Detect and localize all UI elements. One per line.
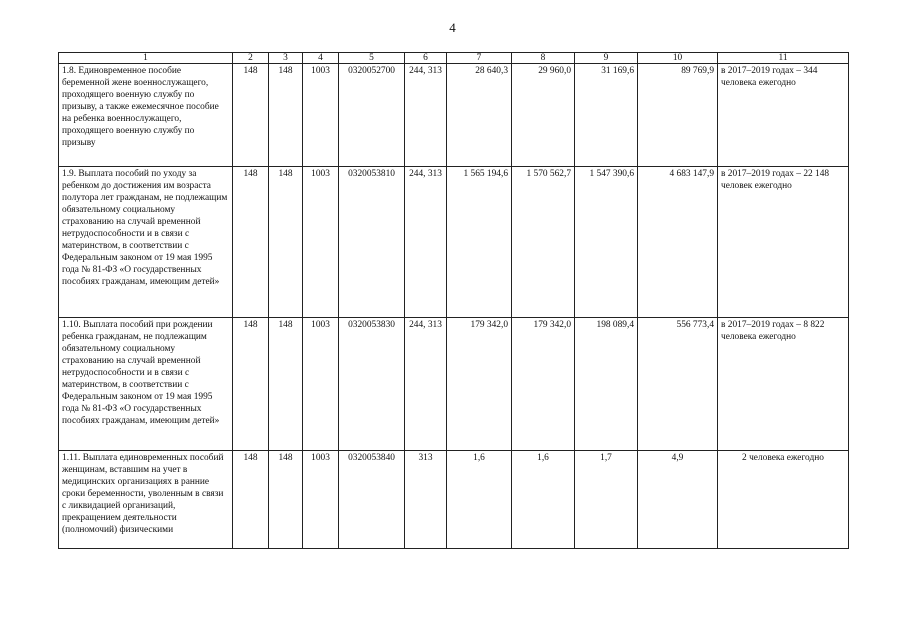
header-cell: 1 xyxy=(59,53,233,64)
cell-col7: 28 640,3 xyxy=(447,64,512,167)
cell-col8: 179 342,0 xyxy=(512,318,575,451)
table-row xyxy=(59,318,849,451)
cell-col2: 148 xyxy=(233,451,269,549)
cell-col9: 1 547 390,6 xyxy=(575,167,638,318)
header-cell: 6 xyxy=(405,53,447,64)
cell-col7: 1,6 xyxy=(447,451,512,549)
cell-col3: 148 xyxy=(269,64,303,167)
header-row xyxy=(59,53,849,64)
header-cell: 11 xyxy=(718,53,849,64)
cell-col7: 179 342,0 xyxy=(447,318,512,451)
cell-col10: 4,9 xyxy=(638,451,718,549)
cell-col4: 1003 xyxy=(303,318,339,451)
cell-col6: 244, 313 xyxy=(405,167,447,318)
header-cell: 7 xyxy=(447,53,512,64)
cell-col6: 313 xyxy=(405,451,447,549)
cell-col2: 148 xyxy=(233,318,269,451)
cell-col5: 0320053840 xyxy=(339,451,405,549)
cell-col6: 244, 313 xyxy=(405,64,447,167)
budget-table xyxy=(58,52,849,549)
cell-col2: 148 xyxy=(233,64,269,167)
header-cell: 8 xyxy=(512,53,575,64)
cell-col8: 1,6 xyxy=(512,451,575,549)
cell-col4: 1003 xyxy=(303,167,339,318)
page-number: 4 xyxy=(449,20,456,35)
cell-col5: 0320053830 xyxy=(339,318,405,451)
cell-col3: 148 xyxy=(269,318,303,451)
row-description: 1.8. Единовременное пособие беременной жене военнослужащего, проходящего военную службу по призыву, а также ежемесячное пособие на ребенка военнослужащего, проходящего военную службу по призыву xyxy=(59,64,233,167)
cell-col9: 31 169,6 xyxy=(575,64,638,167)
header-cell: 5 xyxy=(339,53,405,64)
cell-col2: 148 xyxy=(233,167,269,318)
header-cell: 2 xyxy=(233,53,269,64)
header-cell: 4 xyxy=(303,53,339,64)
cell-col3: 148 xyxy=(269,451,303,549)
cell-col10: 556 773,4 xyxy=(638,318,718,451)
cell-col11: в 2017–2019 годах – 22 148 человек ежегодно xyxy=(718,167,849,318)
cell-col11: 2 человека ежегодно xyxy=(718,451,849,549)
cell-col4: 1003 xyxy=(303,451,339,549)
cell-col5: 0320053810 xyxy=(339,167,405,318)
cell-col3: 148 xyxy=(269,167,303,318)
row-description: 1.10. Выплата пособий при рождении ребенка гражданам, не подлежащим обязательному социальному страхованию на случай временной нетрудоспособности и в связи с материнством, в соответствии с Федеральным законом от 19 мая 1995 года № 81-ФЗ «О государственных пособиях гражданам, имеющим детей» xyxy=(59,318,233,451)
cell-col7: 1 565 194,6 xyxy=(447,167,512,318)
cell-col10: 4 683 147,9 xyxy=(638,167,718,318)
cell-col9: 1,7 xyxy=(575,451,638,549)
table-row xyxy=(59,64,849,167)
cell-col6: 244, 313 xyxy=(405,318,447,451)
table-row xyxy=(59,167,849,318)
cell-col11: в 2017–2019 годах – 344 человека ежегодно xyxy=(718,64,849,167)
row-description: 1.11. Выплата единовременных пособий женщинам, вставшим на учет в медицинских организациях в ранние сроки беременности, уволенным в связи с ликвидацией организаций, прекращением деятельности (полномочий) физическими xyxy=(59,451,233,549)
cell-col10: 89 769,9 xyxy=(638,64,718,167)
header-cell: 10 xyxy=(638,53,718,64)
cell-col11: в 2017–2019 годах – 8 822 человека ежегодно xyxy=(718,318,849,451)
cell-col9: 198 089,4 xyxy=(575,318,638,451)
header-cell: 9 xyxy=(575,53,638,64)
row-description: 1.9. Выплата пособий по уходу за ребенком до достижения им возраста полутора лет гражданам, не подлежащим обязательному социальному страхованию на случай временной нетрудоспособности и в связи с материнством, в соответствии с Федеральным законом от 19 мая 1995 года № 81-ФЗ «О государственных пособиях гражданам, имеющим детей» xyxy=(59,167,233,318)
cell-col8: 1 570 562,7 xyxy=(512,167,575,318)
header-cell: 3 xyxy=(269,53,303,64)
cell-col5: 0320052700 xyxy=(339,64,405,167)
cell-col4: 1003 xyxy=(303,64,339,167)
table-row xyxy=(59,451,849,549)
cell-col8: 29 960,0 xyxy=(512,64,575,167)
